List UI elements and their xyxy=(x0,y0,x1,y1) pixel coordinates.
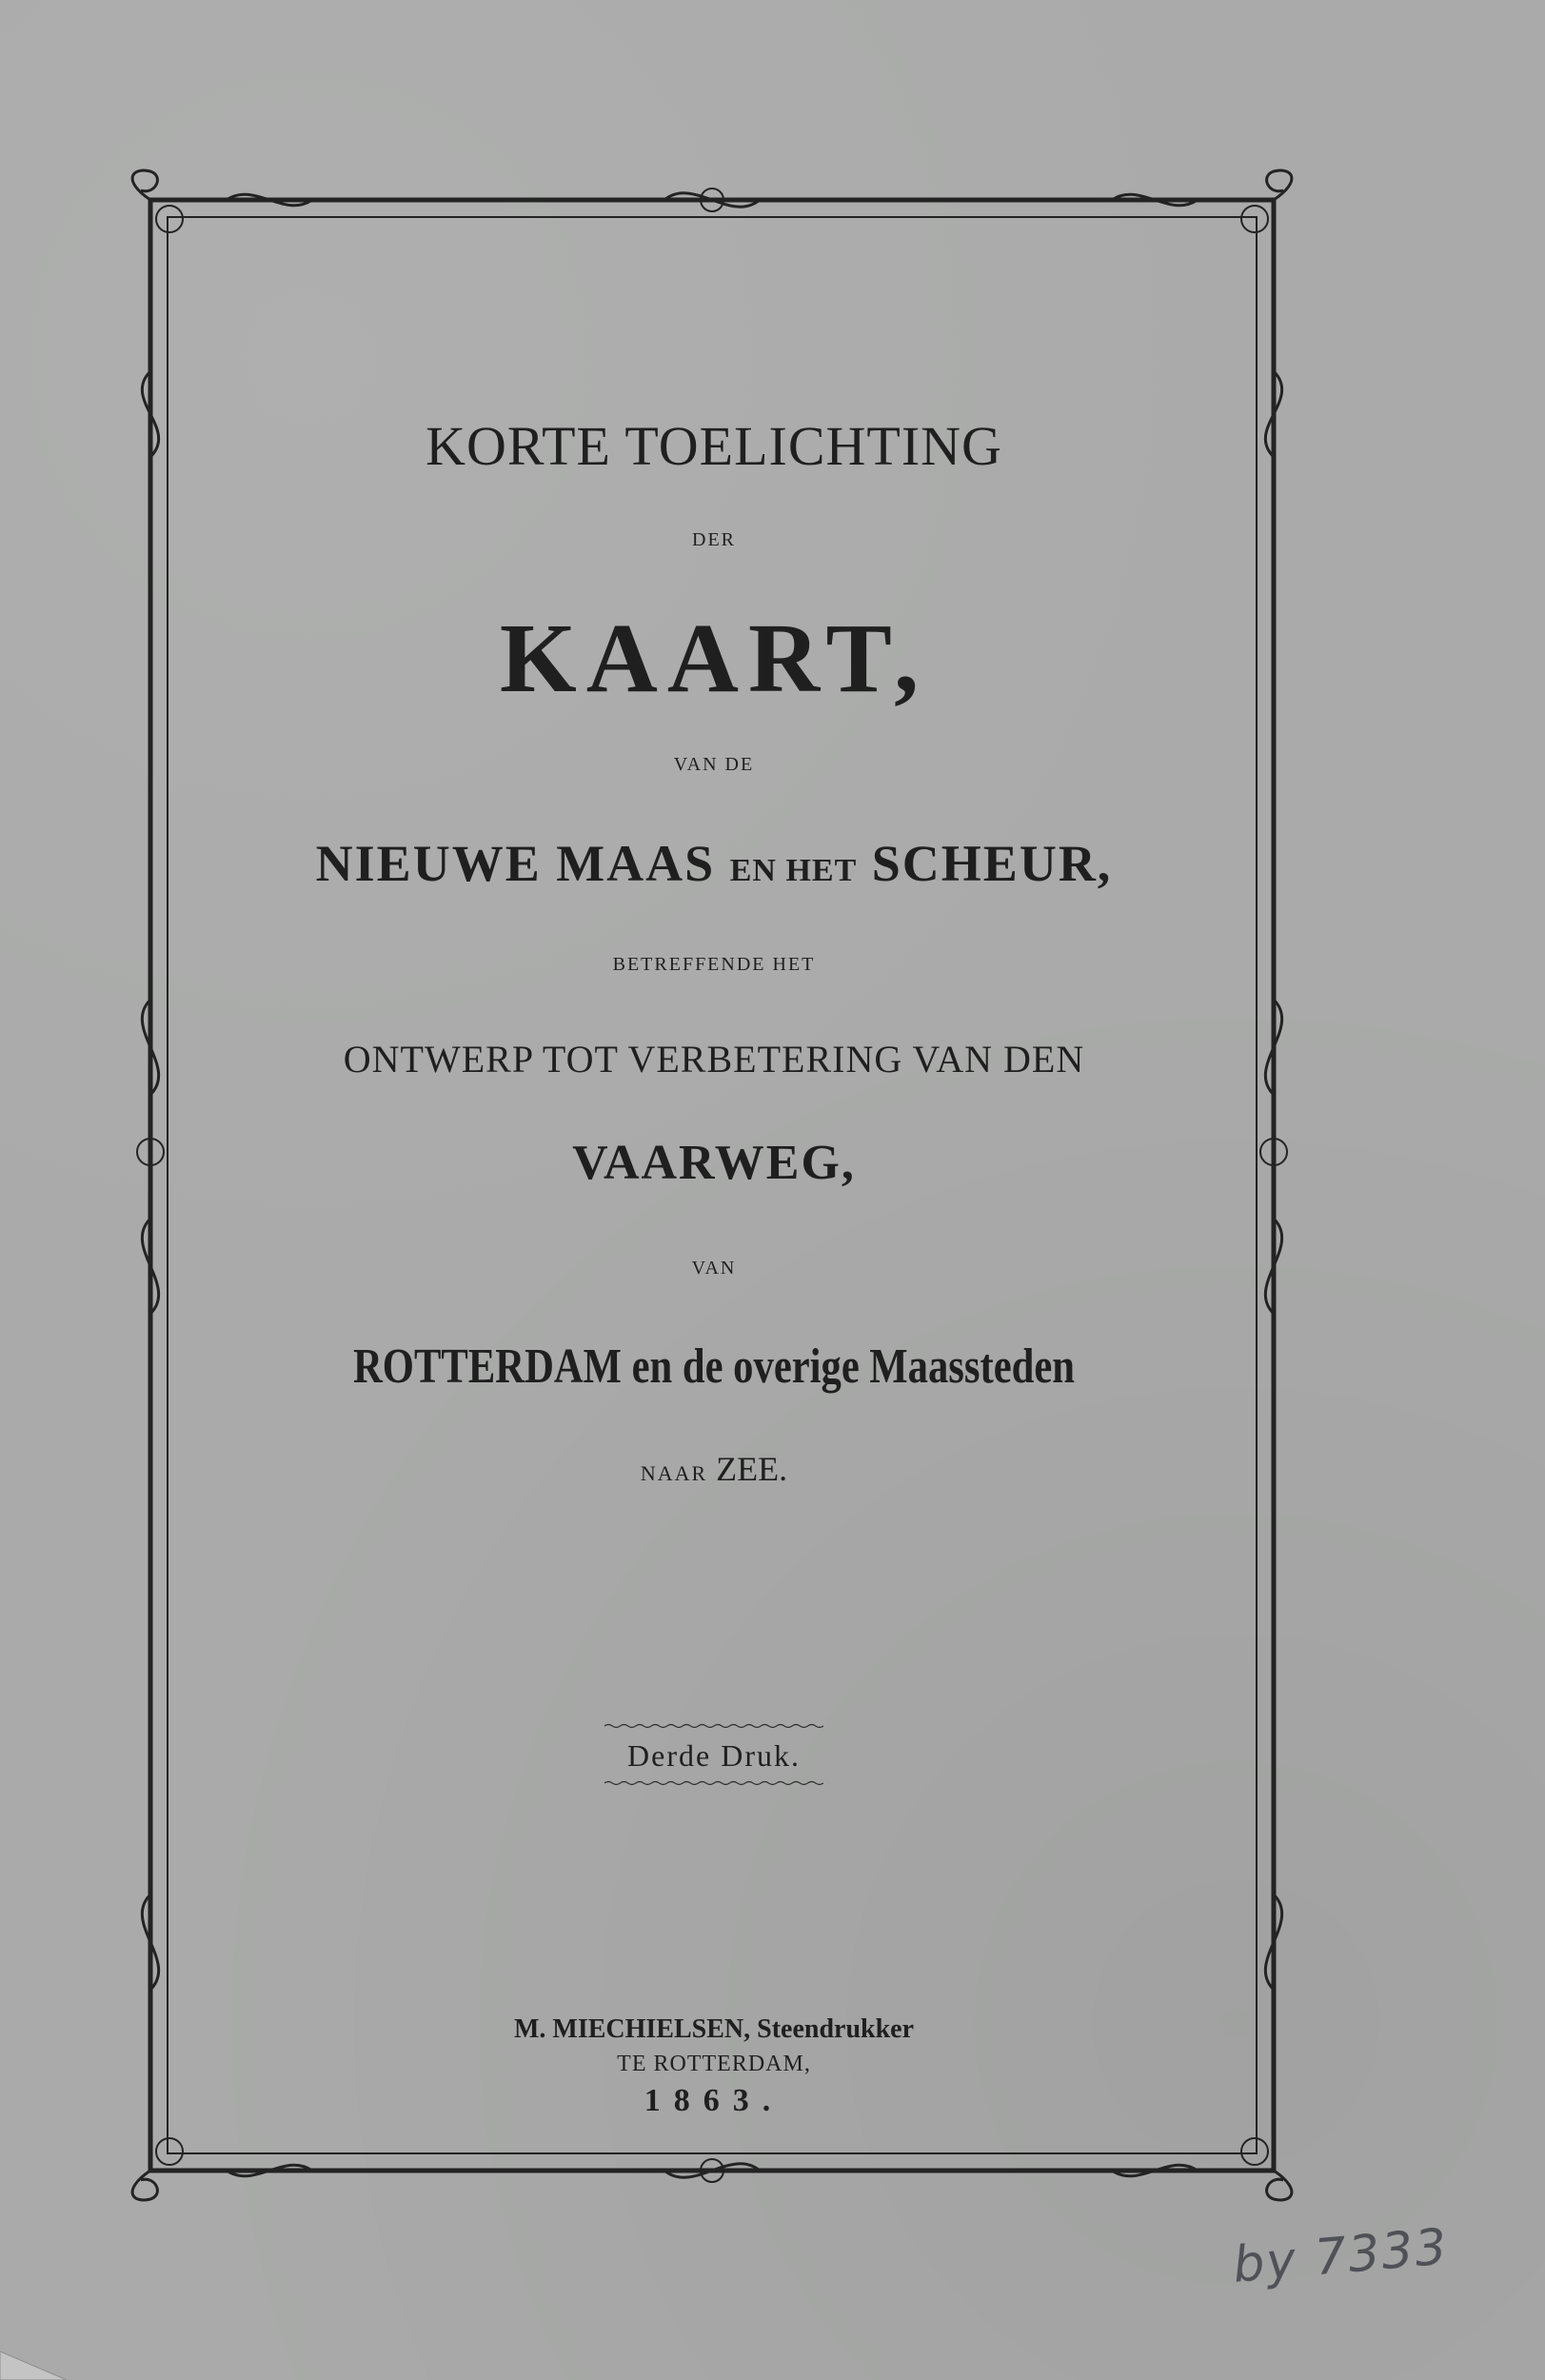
title-van: VAN xyxy=(691,1258,737,1279)
title-rotterdam: ROTTERDAM en de overige Maassteden xyxy=(353,1339,1075,1394)
title-naar-zee xyxy=(181,1452,1247,1486)
title-nieuwe-maas: NIEUWE MAAS xyxy=(315,835,716,892)
handwritten-shelfmark: by 7333 xyxy=(1230,2218,1451,2294)
edition-label xyxy=(604,1723,823,1786)
edition-top-rule-icon xyxy=(604,1723,823,1729)
publication-year: 1863. xyxy=(644,2083,784,2118)
title-zee: ZEE. xyxy=(716,1450,788,1488)
printer-role: Steendrukker xyxy=(757,2014,915,2044)
edition-bottom-rule-icon xyxy=(604,1780,823,1786)
title-scheur: SCHEUR, xyxy=(871,835,1113,892)
printer-city: TE ROTTERDAM, xyxy=(617,2052,811,2076)
title-kaart: KAART, xyxy=(499,604,929,713)
printer-line xyxy=(181,2016,1247,2043)
title-nieuwe-maas-en-het-scheur xyxy=(181,835,1247,892)
edition-block xyxy=(181,1723,1247,1786)
title-der: DER xyxy=(692,529,736,550)
title-van-de: VAN DE xyxy=(673,754,755,775)
title-en-het: EN HET xyxy=(729,853,858,888)
page-corner-fold-icon xyxy=(0,2342,86,2380)
title-korte-toelichting: KORTE TOELICHTING xyxy=(426,415,1002,477)
printer-name: M. MIECHIELSEN, xyxy=(513,2014,751,2044)
title-betreffende-het: BETREFFENDE HET xyxy=(612,954,816,975)
title-vaarweg: VAARWEG, xyxy=(572,1136,856,1190)
title-ontwerp: ONTWERP TOT VERBETERING VAN DEN xyxy=(343,1038,1085,1081)
title-naar: NAAR xyxy=(640,1461,708,1485)
edition-text: Derde Druk. xyxy=(627,1738,801,1773)
